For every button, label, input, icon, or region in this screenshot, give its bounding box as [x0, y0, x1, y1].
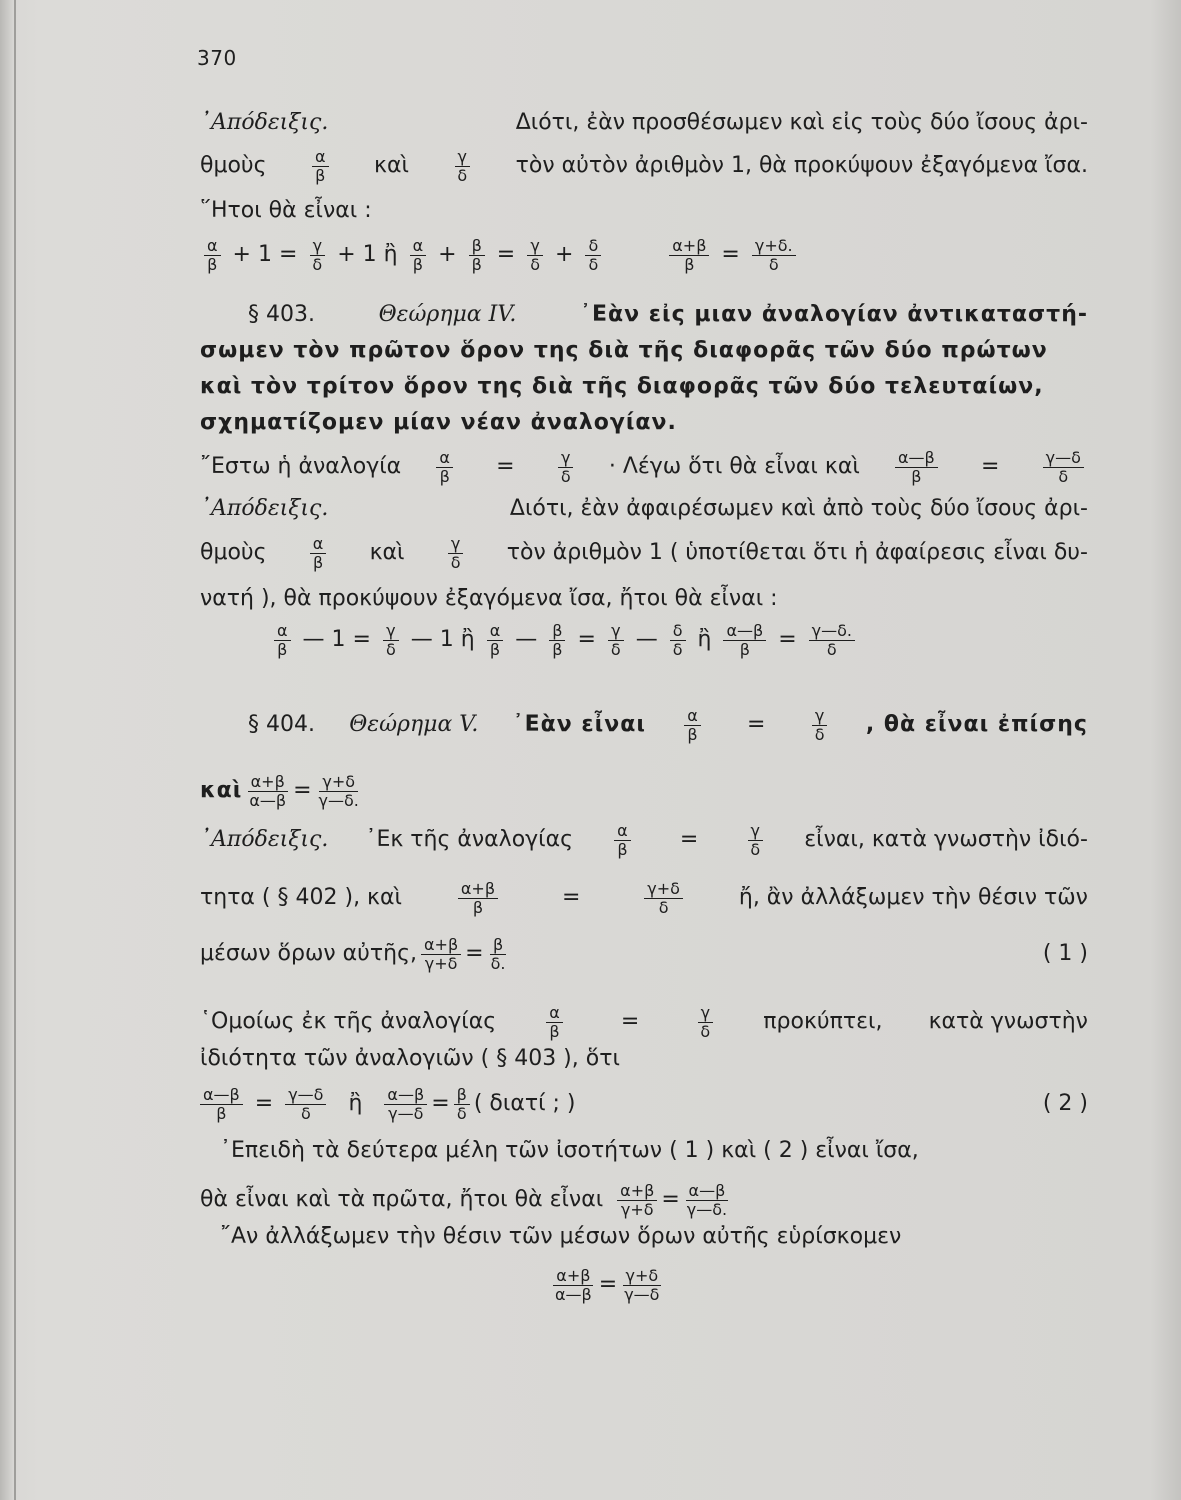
- fraction: $\frac{\alpha}{\beta}$: [487, 622, 504, 659]
- fraction: $\frac{\gamma}{\delta}$: [309, 237, 325, 274]
- statement-403: ῎Εστω ἡ ἀναλογία $\frac{\alpha}{\beta}$ = $\frac{\gamma}{\delta}$ · Λέγω ὅτι θὰ εἶναι καὶ $\frac{\alpha—\beta}{\beta}$ = $\frac{\gamma—\delta}{\delta}$: [200, 446, 1088, 488]
- text: καὶ: [374, 153, 409, 178]
- fraction: $\frac{\gamma}{\delta}$: [383, 622, 399, 659]
- text: ( διατί ; ): [473, 1091, 576, 1116]
- text: σχηματίζομεν μίαν νέαν ἀναλογίαν.: [200, 410, 677, 435]
- proof-3-line-4: ῾Ομοίως ἐκ τῆς ἀναλογίας $\frac{\alpha}{\beta}$ = $\frac{\gamma}{\delta}$ προκύπτει, κατὰ γνωστὴν: [200, 1002, 1088, 1041]
- proof-2-line-3: [200, 584, 1088, 614]
- proof-3-line-1: ᾽Απόδειξις. ᾽Εκ τῆς ἀναλογίας $\frac{\alpha}{\beta}$ = $\frac{\gamma}{\delta}$ εἶναι, κατὰ γνωστὴν ἰδιό-: [200, 820, 1088, 859]
- text: τητα ( § 402 ), καὶ: [200, 885, 402, 910]
- fraction: $\frac{\alpha+\beta}{\gamma+\delta}$: [421, 936, 461, 973]
- fraction: $\frac{\gamma}{\delta}$: [747, 822, 763, 859]
- fraction: $\frac{\gamma}{\delta}$: [812, 707, 828, 744]
- fraction: $\frac{\gamma}{\delta}$: [558, 449, 574, 486]
- equation-2: $\frac{\alpha}{\beta}$ — 1 = $\frac{\gamma}{\delta}$ — 1 ἢ $\frac{\alpha}{\beta}$ — $\frac{\beta}{\beta}$ = $\frac{\gamma}{\delta}$ — $\frac{\delta}{\delta}$ ἢ $\frac{\alpha—\beta}{\beta}$ = $\frac{\gamma—\delta.}{\delta}$: [270, 616, 1010, 664]
- theorem-404-line-1: § 404. Θεώρημα V. ᾽Εὰν εἶναι $\frac{\alpha}{\beta}$ = $\frac{\gamma}{\delta}$ , θὰ εἶναι ἐπίσης: [248, 705, 1088, 744]
- text: ῎Αν ἀλλάξωμεν τὴν θέσιν τῶν μέσων ὅρων αὐτῆς εὑρίσκομεν: [220, 1224, 902, 1249]
- fraction: $\frac{\gamma}{\delta}$: [448, 535, 464, 572]
- proof-label: ᾽Απόδειξις.: [200, 110, 329, 135]
- fraction: $\frac{\delta}{\delta}$: [585, 237, 601, 274]
- fraction: $\frac{\alpha—\beta}{\gamma—\delta}$: [384, 1086, 427, 1123]
- text: ᾽Επειδὴ τὰ δεύτερα μέλη τῶν ἰσοτήτων ( 1 ) καὶ ( 2 ) εἶναι ἴσα,: [220, 1138, 919, 1163]
- text: κατὰ γνωστὴν: [928, 1009, 1088, 1034]
- text: εἶναι, κατὰ γνωστὴν ἰδιό-: [804, 827, 1088, 852]
- proof-3-line-6: $\frac{\alpha—\beta}{\beta}$ = $\frac{\gamma—\delta}{\delta}$ ἢ $\frac{\alpha—\beta}{\gamma—\delta}$ = $\frac{\beta}{\delta}$ ( διατί ; ) ( 2 ): [200, 1082, 1088, 1126]
- text: θμοὺς: [200, 540, 267, 565]
- text: ᾽Εὰν εἶναι: [512, 712, 646, 737]
- fraction: $\frac{\alpha}{\beta}$: [410, 237, 427, 274]
- fraction: $\frac{\alpha—\beta}{\beta}$: [895, 449, 938, 486]
- equation-number: ( 1 ): [1042, 941, 1088, 966]
- fraction: $\frac{\gamma+\delta}{\delta}$: [644, 880, 683, 917]
- proof-3-line-3: μέσων ὅρων αὐτῆς, $\frac{\alpha+\beta}{\gamma+\delta}$ = $\frac{\beta}{\delta.}$ ( 1 ): [200, 934, 1088, 973]
- fraction: $\frac{\alpha}{\beta}$: [204, 237, 221, 274]
- fraction: $\frac{\gamma+\delta}{\gamma—\delta.}$: [318, 771, 359, 810]
- fraction: $\frac{\gamma}{\delta}$: [527, 237, 543, 274]
- equation-1: $\frac{\alpha}{\beta}$ + 1 = $\frac{\gamma}{\delta}$ + 1 ἢ $\frac{\alpha}{\beta}$ + $\frac{\beta}{\beta}$ = $\frac{\gamma}{\delta}$ + $\frac{\delta}{\delta}$ $\frac{\alpha+\beta}{\beta}$ = $\frac{\gamma+\delta.}{\delta}$: [200, 232, 980, 278]
- proof-label: ᾽Απόδειξις.: [200, 827, 329, 852]
- text: Διότι, ἐὰν ἀφαιρέσωμεν καὶ ἀπὸ τοὺς δύο ἴσους ἀρι-: [509, 496, 1088, 521]
- page-number: 370: [197, 46, 237, 70]
- text: ῞Ητοι θὰ εἶναι :: [200, 198, 372, 223]
- theorem-403-line-1: [200, 300, 1088, 330]
- text: ῾Ομοίως ἐκ τῆς ἀναλογίας: [200, 1009, 497, 1034]
- page-edge: [14, 0, 16, 1500]
- text: ἰδιότητα τῶν ἀναλογιῶν ( § 403 ), ὅτι: [200, 1046, 620, 1071]
- text: τὸν αὐτὸν ἀριθμὸν 1, θὰ προκύψουν ἐξαγόμενα ἴσα.: [515, 153, 1088, 178]
- fraction: $\frac{\alpha+\beta}{\alpha—\beta}$: [555, 1265, 592, 1304]
- proof-2-line-1: [200, 494, 1088, 524]
- text: τὸν ἀριθμὸν 1 ( ὑποτίθεται ὅτι ἡ ἀφαίρεσις εἶναι δυ-: [506, 540, 1088, 565]
- text: σωμεν τὸν πρῶτον ὅρον της διὰ τῆς διαφορᾶς τῶν δύο πρώτων: [200, 338, 1048, 363]
- text: καὶ τὸν τρίτον ὅρον της διὰ τῆς διαφορᾶς τῶν δύο τελευταίων,: [200, 374, 1044, 399]
- proof-3-line-7: [200, 1136, 1088, 1166]
- proof-3-line-8: θὰ εἶναι καὶ τὰ πρῶτα, ἤτοι θὰ εἶναι $\frac{\alpha+\beta}{\gamma+\delta}$ = $\frac{\alpha—\beta}{\gamma—\delta.}$: [200, 1178, 1088, 1222]
- fraction: $\frac{\alpha+\beta}{\alpha—\beta}$: [249, 771, 287, 810]
- proof-3-line-2: τητα ( § 402 ), καὶ $\frac{\alpha+\beta}{\beta}$ = $\frac{\gamma+\delta}{\delta}$ ἤ, ἂν ἀλλάξωμεν τὴν θέσιν τῶν: [200, 878, 1088, 917]
- fraction: $\frac{\alpha+\beta}{\beta}$: [458, 880, 498, 917]
- fraction: $\frac{\alpha}{\beta}$: [310, 535, 327, 572]
- fraction: $\frac{\alpha}{\beta}$: [274, 622, 291, 659]
- fraction: $\frac{\alpha—\beta}{\gamma—\delta.}$: [686, 1180, 728, 1219]
- fraction: $\frac{\alpha+\beta}{\beta}$: [669, 237, 709, 274]
- theorem-404-line-2: καὶ $\frac{\alpha+\beta}{\alpha—\beta}$ = $\frac{\gamma+\delta}{\gamma—\delta.}$: [200, 770, 1088, 812]
- text: καὶ: [200, 778, 243, 803]
- fraction: $\frac{\alpha+\beta}{\gamma+\delta}$: [617, 1182, 657, 1219]
- theorem-403-line-4: [200, 408, 1088, 438]
- fraction: $\frac{\beta}{\beta}$: [469, 237, 485, 274]
- fraction: $\frac{\gamma—\delta}{\delta}$: [285, 1086, 326, 1123]
- text: ἤ, ἂν ἀλλάξωμεν τὴν θέσιν τῶν: [738, 885, 1088, 910]
- fraction: $\frac{\alpha—\beta}{\beta}$: [723, 622, 766, 659]
- proof-1-line-2: [200, 146, 1088, 186]
- theorem-403-line-3: [200, 372, 1088, 402]
- text: ᾽Εκ τῆς ἀναλογίας: [365, 827, 574, 852]
- fraction: $\frac{\alpha}{\beta}$: [312, 148, 329, 185]
- text: μέσων ὅρων αὐτῆς,: [200, 941, 417, 966]
- final-equation: $\frac{\alpha+\beta}{\alpha—\beta}$ = $\frac{\gamma+\delta}{\gamma—\delta}$: [548, 1260, 748, 1310]
- proof-3-line-5: [200, 1044, 1088, 1074]
- text: καὶ: [369, 540, 405, 565]
- fraction: $\frac{\gamma—\delta}{\delta}$: [1043, 449, 1084, 486]
- fraction: $\frac{\beta}{\delta.}$: [490, 934, 506, 973]
- text: θμοὺς: [200, 153, 267, 178]
- fraction: $\frac{\beta}{\delta}$: [454, 1086, 470, 1123]
- text: προκύπτει,: [763, 1009, 883, 1034]
- text: θὰ εἶναι καὶ τὰ πρῶτα, ἤτοι θὰ εἶναι: [200, 1187, 604, 1212]
- text: νατή ), θὰ προκύψουν ἐξαγόμενα ἴσα, ἤτοι θὰ εἶναι :: [200, 586, 778, 611]
- proof-label: ᾽Απόδειξις.: [200, 496, 329, 521]
- proof-3-line-9: [200, 1222, 1088, 1252]
- text: , θὰ εἶναι ἐπίσης: [865, 712, 1088, 737]
- text: ῎Εστω ἡ ἀναλογία: [200, 454, 402, 479]
- text: · Λέγω ὅτι θὰ εἶναι καὶ: [608, 454, 860, 479]
- fraction: $\frac{\gamma}{\delta}$: [608, 622, 624, 659]
- fraction: $\frac{\gamma—\delta.}{\delta}$: [809, 622, 855, 659]
- text: Διότι, ἐὰν προσθέσωμεν καὶ εἰς τοὺς δύο ἴσους ἀρι-: [515, 110, 1088, 135]
- fraction: $\frac{\gamma+\delta.}{\delta}$: [752, 237, 796, 274]
- section-number: § 404.: [248, 712, 315, 737]
- theorem-403-line-2: [200, 336, 1088, 366]
- fraction: $\frac{\delta}{\delta}$: [670, 622, 686, 659]
- theorem-label: Θεώρημα V.: [349, 712, 479, 737]
- text: ᾽Εὰν εἰς μιαν ἀναλογίαν ἀντικαταστή-: [580, 302, 1088, 327]
- fraction: $\frac{\gamma}{\delta}$: [697, 1004, 713, 1041]
- proof-1-line-3: [200, 196, 1088, 226]
- fraction: $\frac{\alpha}{\beta}$: [436, 449, 453, 486]
- section-number: § 403.: [248, 302, 315, 327]
- fraction: $\frac{\gamma}{\delta}$: [454, 148, 470, 185]
- fraction: $\frac{\gamma+\delta}{\gamma—\delta}$: [624, 1265, 660, 1304]
- fraction: $\frac{\alpha}{\beta}$: [684, 707, 701, 744]
- fraction: $\frac{\alpha—\beta}{\beta}$: [200, 1086, 243, 1123]
- proof-2-line-2: [200, 532, 1088, 574]
- fraction: $\frac{\beta}{\beta}$: [549, 622, 565, 659]
- proof-1-line-1: [200, 108, 1088, 138]
- fraction: $\frac{\alpha}{\beta}$: [614, 822, 631, 859]
- fraction: $\frac{\alpha}{\beta}$: [546, 1004, 563, 1041]
- equation-number: ( 2 ): [1042, 1091, 1088, 1116]
- theorem-label: Θεώρημα IV.: [378, 302, 517, 327]
